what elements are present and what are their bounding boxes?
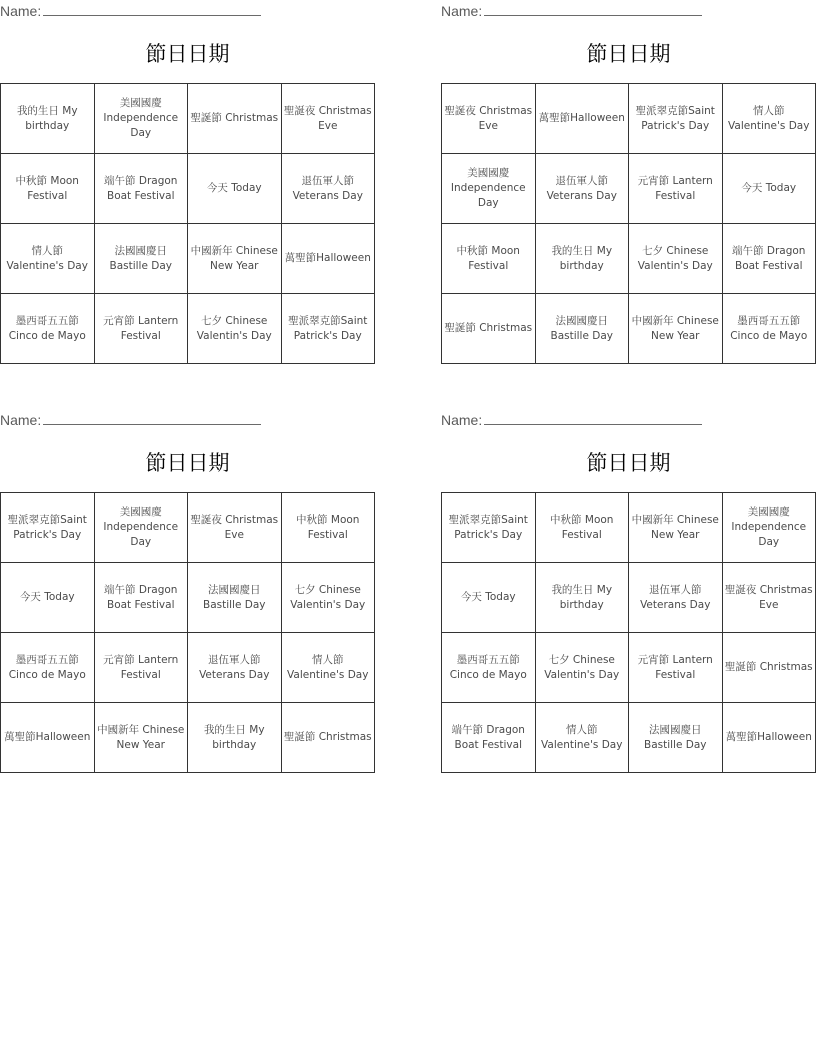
grid-cell: 端午節 Dragon Boat Festival (94, 154, 188, 224)
grid-row (1, 224, 375, 294)
grid-cell: 聖誕夜 Christmas Eve (281, 84, 375, 154)
grid-row (1, 563, 375, 633)
grid-cell: 情人節 Valentine's Day (722, 84, 816, 154)
grid-cell: 我的生日 My birthday (188, 703, 282, 773)
name-label: Name: (441, 412, 483, 428)
grid-cell: 聖派翠克節Saint Patrick's Day (281, 294, 375, 364)
grid-cell: 退伍軍人節 Veterans Day (188, 633, 282, 703)
grid-cell: 七夕 Chinese Valentin's Day (629, 224, 723, 294)
grid-cell: 中秋節 Moon Festival (281, 493, 375, 563)
grid-cell: 墨西哥五五節 Cinco de Mayo (1, 633, 95, 703)
bingo-grid (0, 83, 375, 364)
grid-cell: 七夕 Chinese Valentin's Day (281, 563, 375, 633)
card-title: 節日日期 (586, 42, 671, 66)
grid-cell: 今天 Today (722, 154, 816, 224)
name-field (441, 411, 702, 429)
grid-row (442, 703, 816, 773)
grid-cell: 中秋節 Moon Festival (1, 154, 95, 224)
grid-cell: 情人節 Valentine's Day (281, 633, 375, 703)
grid-cell: 中國新年 Chinese New Year (629, 493, 723, 563)
name-blank-line[interactable] (484, 2, 702, 16)
grid-cell: 退伍軍人節 Veterans Day (535, 154, 629, 224)
grid-cell: 端午節 Dragon Boat Festival (94, 563, 188, 633)
grid-cell: 聖誕夜 Christmas Eve (722, 563, 816, 633)
grid-cell: 美國國慶 Independence Day (722, 493, 816, 563)
bingo-card (0, 409, 375, 774)
grid-row (442, 493, 816, 563)
card-title: 節日日期 (145, 42, 230, 66)
grid-cell: 聖誕節 Christmas (442, 294, 536, 364)
grid-cell: 中國新年 Chinese New Year (188, 224, 282, 294)
grid-cell: 聖誕夜 Christmas Eve (188, 493, 282, 563)
name-blank-line[interactable] (43, 411, 261, 425)
grid-row (1, 703, 375, 773)
grid-row (442, 633, 816, 703)
grid-cell: 美國國慶 Independence Day (442, 154, 536, 224)
grid-cell: 聖誕節 Christmas (188, 84, 282, 154)
card-title: 節日日期 (586, 451, 671, 475)
name-label: Name: (441, 3, 483, 19)
grid-cell: 元宵節 Lantern Festival (629, 633, 723, 703)
grid-cell: 聖誕夜 Christmas Eve (442, 84, 536, 154)
grid-cell: 元宵節 Lantern Festival (94, 633, 188, 703)
grid-cell: 退伍軍人節 Veterans Day (281, 154, 375, 224)
grid-cell: 情人節 Valentine's Day (535, 703, 629, 773)
grid-cell: 萬聖節Halloween (535, 84, 629, 154)
grid-cell: 中秋節 Moon Festival (442, 224, 536, 294)
grid-cell: 墨西哥五五節 Cinco de Mayo (442, 633, 536, 703)
grid-cell: 端午節 Dragon Boat Festival (442, 703, 536, 773)
grid-cell: 元宵節 Lantern Festival (94, 294, 188, 364)
grid-cell: 墨西哥五五節 Cinco de Mayo (722, 294, 816, 364)
grid-row (1, 84, 375, 154)
grid-cell: 聖派翠克節Saint Patrick's Day (629, 84, 723, 154)
grid-cell: 我的生日 My birthday (1, 84, 95, 154)
grid-cell: 法國國慶日 Bastille Day (535, 294, 629, 364)
name-label: Name: (0, 3, 42, 19)
grid-row (442, 154, 816, 224)
bingo-card (0, 0, 375, 365)
grid-cell: 今天 Today (188, 154, 282, 224)
grid-cell: 萬聖節Halloween (1, 703, 95, 773)
grid-cell: 美國國慶 Independence Day (94, 84, 188, 154)
name-blank-line[interactable] (43, 2, 261, 16)
grid-cell: 法國國慶日 Bastille Day (94, 224, 188, 294)
grid-cell: 退伍軍人節 Veterans Day (629, 563, 723, 633)
grid-cell: 聖誕節 Christmas (722, 633, 816, 703)
grid-cell: 端午節 Dragon Boat Festival (722, 224, 816, 294)
grid-cell: 法國國慶日 Bastille Day (188, 563, 282, 633)
grid-row (1, 294, 375, 364)
grid-cell: 今天 Today (442, 563, 536, 633)
name-label: Name: (0, 412, 42, 428)
bingo-grid (441, 83, 816, 364)
bingo-grid (0, 492, 375, 773)
bingo-card (441, 409, 816, 774)
grid-cell: 中國新年 Chinese New Year (629, 294, 723, 364)
grid-cell: 七夕 Chinese Valentin's Day (535, 633, 629, 703)
grid-cell: 元宵節 Lantern Festival (629, 154, 723, 224)
grid-cell: 我的生日 My birthday (535, 224, 629, 294)
grid-row (1, 154, 375, 224)
name-blank-line[interactable] (484, 411, 702, 425)
grid-cell: 美國國慶 Independence Day (94, 493, 188, 563)
grid-row (442, 563, 816, 633)
grid-cell: 聖派翠克節Saint Patrick's Day (442, 493, 536, 563)
grid-row (442, 84, 816, 154)
name-field (0, 2, 261, 20)
grid-row (442, 294, 816, 364)
bingo-grid (441, 492, 816, 773)
grid-cell: 中秋節 Moon Festival (535, 493, 629, 563)
card-title: 節日日期 (145, 451, 230, 475)
grid-row (442, 224, 816, 294)
grid-cell: 聖派翠克節Saint Patrick's Day (1, 493, 95, 563)
grid-cell: 聖誕節 Christmas (281, 703, 375, 773)
grid-cell: 法國國慶日 Bastille Day (629, 703, 723, 773)
grid-cell: 我的生日 My birthday (535, 563, 629, 633)
grid-cell: 萬聖節Halloween (281, 224, 375, 294)
name-field (0, 411, 261, 429)
grid-row (1, 493, 375, 563)
grid-cell: 七夕 Chinese Valentin's Day (188, 294, 282, 364)
grid-row (1, 633, 375, 703)
name-field (441, 2, 702, 20)
grid-cell: 萬聖節Halloween (722, 703, 816, 773)
grid-cell: 今天 Today (1, 563, 95, 633)
grid-cell: 情人節 Valentine's Day (1, 224, 95, 294)
grid-cell: 中國新年 Chinese New Year (94, 703, 188, 773)
grid-cell: 墨西哥五五節 Cinco de Mayo (1, 294, 95, 364)
bingo-card (441, 0, 816, 365)
